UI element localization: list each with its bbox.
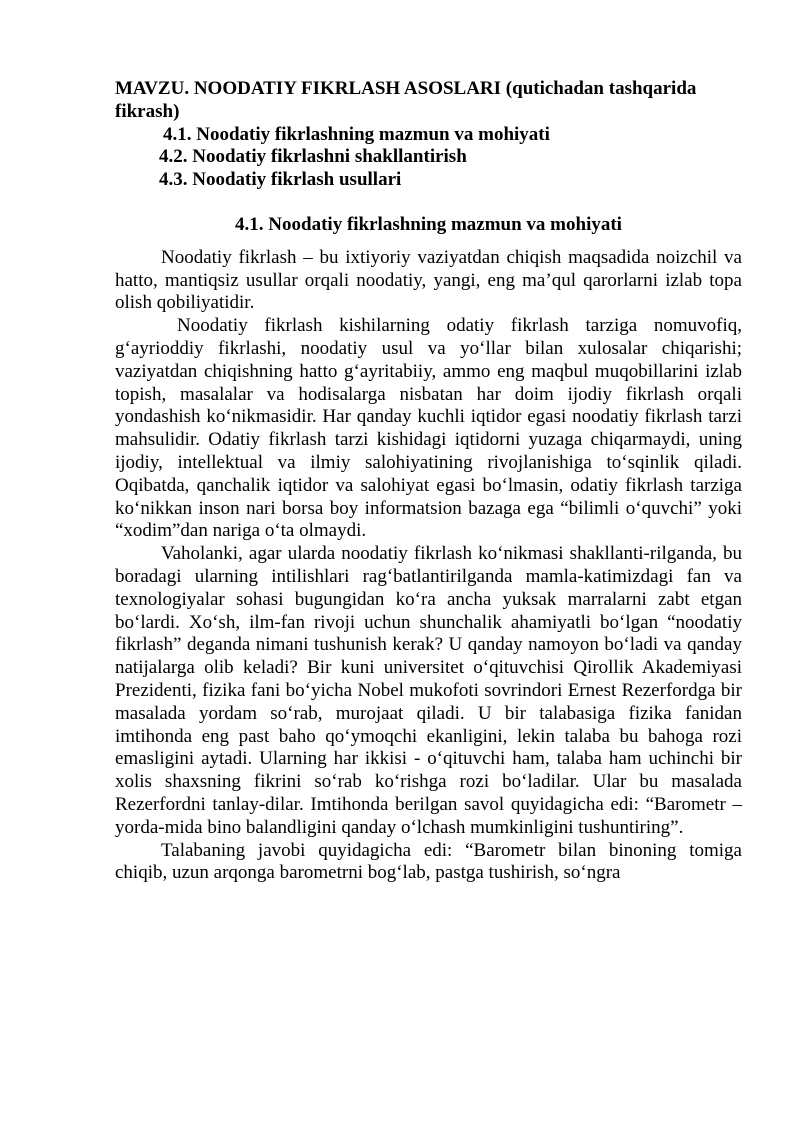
toc-item: 4.3. Noodatiy fikrlash usullari <box>159 169 402 191</box>
table-of-contents <box>115 124 742 192</box>
paragraph: Noodatiy fikrlash kishilarning odatiy fikrlash tarziga nomuvofiq, g‘ayrioddiy fikrlashi, noodatiy usul va yo‘llar bilan xulosalar chiqarishi; vaziyatdan chiqishning hatto g‘ayritabiiy, ammo eng maqbul muqobillarini izlab topish, masalalar va hodisalarga nisbatan har doim ijodiy fikrlash orqali yondashish ko‘nikmasidir. Har qanday kuchli iqtidor egasi noodatiy fikrlash tarzi mahsulidir. Odatiy fikrlash tarzi kishidagi iqtidorni yuzaga chiqarmaydi, uning ijodiy, intellektual va ilmiy salohiyatining rivojlanishiga to‘sqinlik qiladi. Oqibatda, qanchalik iqtidor va salohiyat egasi bo‘lmasin, odatiy fikrlash tarziga ko‘nikkan inson nari borsa boy informatsion bazaga ega “bilimli o‘quvchi” yoki “xodim”dan nariga o‘ta olmaydi. <box>115 315 742 542</box>
paragraph: Talabaning javobi quyidagicha edi: “Barometr bilan binoning tomiga chiqib, uzun arqonga barometrni bog‘lab, pastga tushirish, so‘ngra <box>115 839 742 884</box>
paragraph: Noodatiy fikrlash – bu ixtiyoriy vaziyatdan chiqish maqsadida noizchil va hatto, mantiqsiz usullar orqali noodatiy, yangi, eng ma’qul qarorlarni izlab topa olish qobiliyatidir. <box>115 246 742 314</box>
paragraph: Vaholanki, agar ularda noodatiy fikrlash ko‘nikmasi shakllanti-rilganda, bu boradagi ularning intilishlari rag‘batlantirilganda mamla-katimizdagi fan va texnologiyalar sohasi bugungidan ko‘ra ancha yuksak marralarni zabt etgan bo‘lardi. Xo‘sh, ilm-fan rivoji uchun shunchalik ahamiyatli bo‘lgan “noodatiy fikrlash” deganda nimani tushunish kerak? U qanday namoyon bo‘ladi va qanday natijalarga olib keladi? Bir kuni universitet o‘qituvchisi Qirollik Akademiyasi Prezidenti, fizika fani bo‘yicha Nobel mukofoti sovrindori Ernest Rezerfordga bir masalada yordam so‘rab, murojaat qiladi. U bir talabasiga fizika fanidan imtihonda eng past baho qo‘ymoqchi ekanligini, lekin talaba bu bahoga rozi emasligini aytadi. Ularning har ikkisi - o‘qituvchi ham, talaba ham uchinchi bir xolis shaxsning fikrini so‘rab ko‘rishga rozi bo‘ladilar. Ular bu masalada Rezerfordni tanlay-dilar. Imtihonda berilgan savol quyidagicha edi: “Barometr – yorda-mida bino balandligini qanday o‘lchash mumkinligini tushuntiring”. <box>115 543 742 838</box>
document-page <box>115 78 742 885</box>
document-title: MAVZU. NOODATIY FIKRLASH ASOSLARI (qutichadan tashqarida fikrash) <box>115 78 697 122</box>
toc-item: 4.1. Noodatiy fikrlashning mazmun va mohiyati <box>163 123 550 145</box>
toc-item: 4.2. Noodatiy fikrlashni shakllantirish <box>159 146 467 168</box>
section-heading: 4.1. Noodatiy fikrlashning mazmun va mohiyati <box>235 213 622 235</box>
